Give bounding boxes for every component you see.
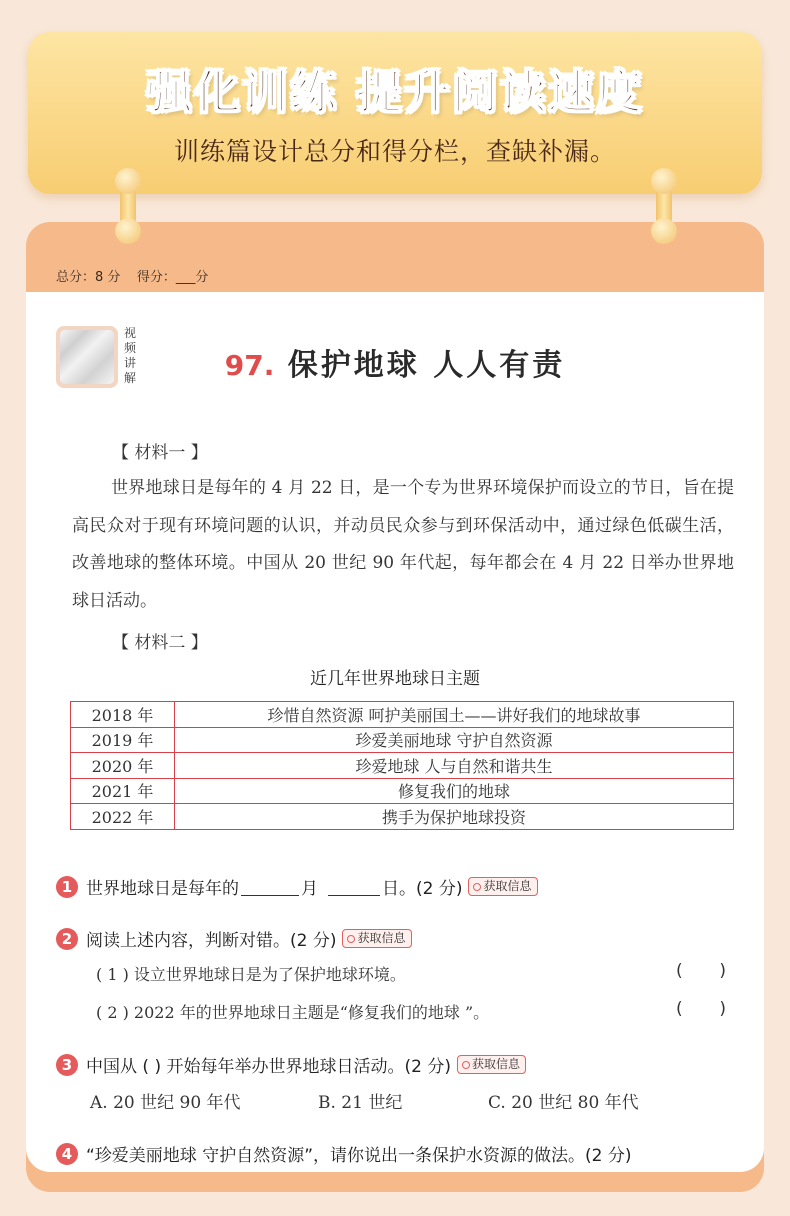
table-row — [71, 702, 734, 728]
option-c[interactable]: C. 20 世纪 80 年代 — [488, 1093, 639, 1113]
article-title — [0, 340, 790, 384]
question-2-statement-1: ( 1 ) 设立世界地球日是为了保护地球环境。 — [96, 965, 406, 984]
hanger-left — [120, 176, 136, 236]
info-tag-button[interactable]: 获取信息 — [468, 877, 537, 896]
hanger-right — [656, 176, 672, 236]
article-number: 97. — [224, 349, 275, 382]
video-label[interactable]: 视频讲解 — [124, 326, 137, 385]
year-cell: 2018 年 — [71, 702, 175, 728]
month-blank[interactable] — [241, 877, 299, 896]
question-1 — [56, 874, 538, 899]
option-b[interactable]: B. 21 世纪 — [318, 1093, 403, 1113]
theme-cell: 珍惜自然资源 呵护美丽国土——讲好我们的地球故事 — [175, 702, 734, 728]
year-cell: 2021 年 — [71, 778, 175, 804]
question-3-text: 中国从 ( ) 开始每年举办世界地球日活动。(2 分) — [86, 1057, 451, 1077]
year-cell: 2020 年 — [71, 753, 175, 779]
info-tag-button[interactable]: 获取信息 — [342, 929, 411, 948]
table-row — [71, 753, 734, 779]
question-1-text-post: 日。(2 分) — [382, 879, 463, 899]
question-4-text: “珍爱美丽地球 守护自然资源”，请你说出一条保护水资源的做法。(2 分) — [86, 1146, 632, 1166]
theme-cell: 携手为保护地球投资 — [175, 804, 734, 830]
year-cell: 2019 年 — [71, 727, 175, 753]
banner-subline: 训练篇设计总分和得分栏，查缺补漏。 — [173, 137, 616, 166]
info-tag-button[interactable]: 获取信息 — [457, 1055, 526, 1074]
question-1-text-mid: 月 — [301, 879, 318, 899]
question-2 — [56, 926, 412, 951]
answer-parens-1[interactable] — [676, 961, 726, 981]
paren-open: ( — [676, 961, 683, 981]
question-2-text: 阅读上述内容，判断对错。(2 分) — [86, 931, 337, 951]
question-number-badge: 2 — [56, 928, 78, 950]
theme-cell: 珍爱地球 人与自然和谐共生 — [175, 753, 734, 779]
paren-close: ) — [719, 999, 726, 1019]
year-cell: 2022 年 — [71, 804, 175, 830]
theme-cell: 珍爱美丽地球 守护自然资源 — [175, 727, 734, 753]
question-3 — [56, 1052, 526, 1077]
material-1-text: 世界地球日是每年的 4 月 22 日，是一个专为世界环境保护而设立的节日，旨在提高民众对于现有环境问题的认识，并动员民众参与到环保活动中，通过绿色低碳生活，改善地球的整体环境。中国从 20 世纪 90 年代起，每年都会在 4 月 22 日举办世界地球日活动。 — [72, 478, 734, 611]
table-caption: 近几年世界地球日主题 — [310, 669, 480, 689]
question-2-statement-2: ( 2 ) 2022 年的世界地球日主题是“修复我们的地球 ”。 — [96, 1003, 490, 1022]
material-1-label: 【 材料一 】 — [112, 443, 208, 463]
table-row — [71, 804, 734, 830]
question-number-badge: 4 — [56, 1143, 78, 1165]
paren-close: ) — [719, 961, 726, 981]
paren-open: ( — [676, 999, 683, 1019]
answer-parens-2[interactable] — [676, 999, 726, 1019]
question-1-text-pre: 世界地球日是每年的 — [86, 879, 239, 899]
option-a[interactable]: A. 20 世纪 90 年代 — [90, 1093, 241, 1113]
question-number-badge: 1 — [56, 876, 78, 898]
table-row — [71, 778, 734, 804]
score-bar: 总分：8 分 得分：___分 — [56, 270, 209, 285]
table-row — [71, 727, 734, 753]
theme-cell: 修复我们的地球 — [175, 778, 734, 804]
day-blank[interactable] — [328, 877, 380, 896]
material-2-label: 【 材料二 】 — [112, 633, 208, 653]
question-number-badge: 3 — [56, 1054, 78, 1076]
earth-day-themes-table — [70, 701, 734, 830]
article-title-text: 保护地球 人人有责 — [287, 348, 566, 383]
question-4 — [56, 1141, 632, 1166]
banner-headline: 强化训练 提升阅读速度 — [145, 65, 644, 119]
